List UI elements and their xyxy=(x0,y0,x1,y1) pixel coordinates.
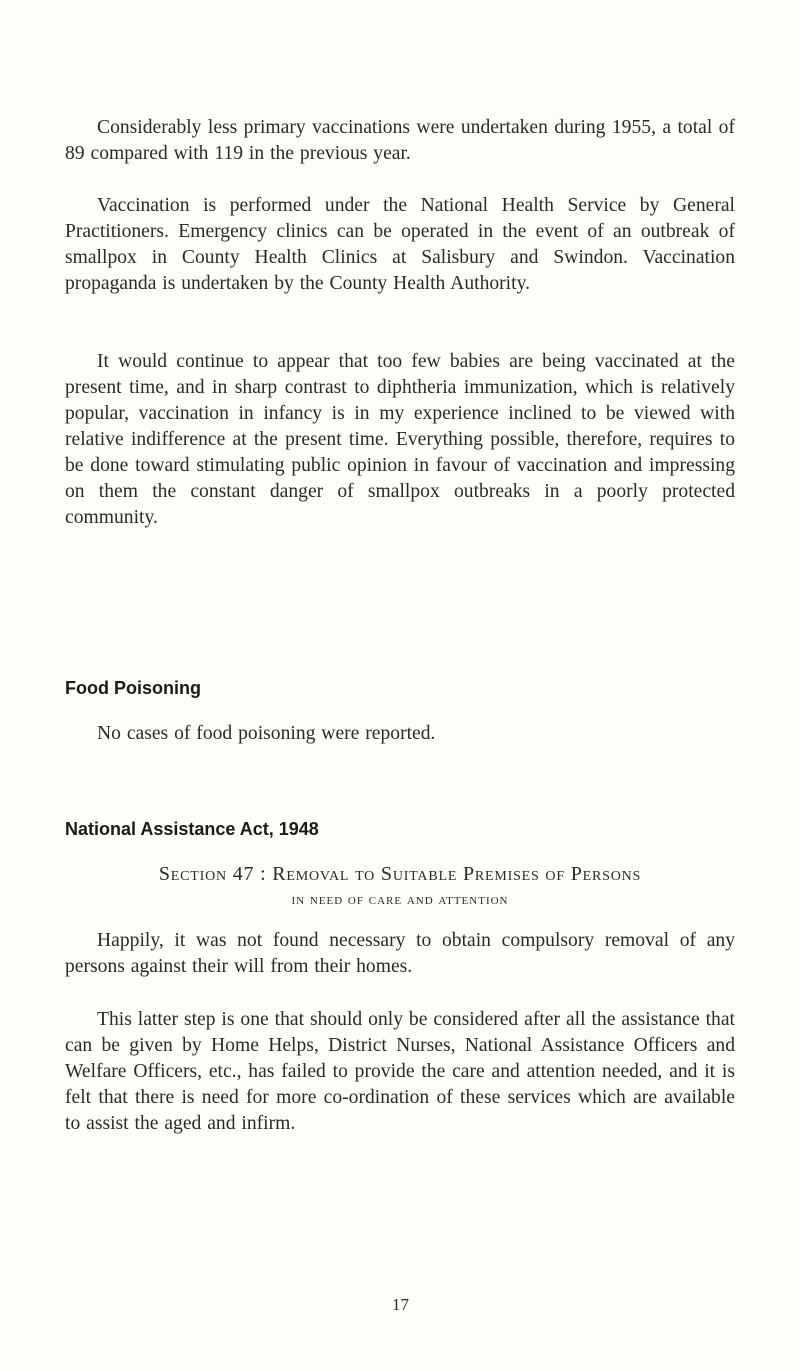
section-47-heading xyxy=(65,861,735,913)
section-47-title: Section 47 : Removal to Suitable Premises of Persons xyxy=(158,863,642,885)
paragraph-co-ordination: This latter step is one that should only be considered after all the assistance that can be given by Home Helps, District Nurses, National Assistance Officers and Welfare Officers, etc., has failed to provide the care and attention needed, and it is felt that there is need for more co-ordination of these services which are available to assist the aged and infirm. xyxy=(65,1009,735,1134)
paragraph-food-poisoning: No cases of food poisoning were reported. xyxy=(97,723,436,744)
page-number: 17 xyxy=(392,1295,409,1314)
paragraph-vaccination-opinion: It would continue to appear that too few babies are being vaccinated at the present time, and in sharp contrast to diphtheria immunization, which is relatively popular, vaccination in infancy is in my experience inclined to be viewed with relative indifference at the present time. Everything possible, therefore, requires to be done toward stimulating public opinion in favour of vaccination and impressing on them the constant danger of smallpox outbreaks in a poorly protected community. xyxy=(65,351,735,528)
heading-national-assistance-act: National Assistance Act, 1948 xyxy=(65,819,319,839)
heading-food-poisoning: Food Poisoning xyxy=(65,678,201,698)
paragraph-vaccination-service: Vaccination is performed under the National Health Service by General Practitioners. Emergency clinics can be operated in the event of an outbreak of smallpox in County Health Clinics at Salisbury and Swindon. Vaccination propaganda is undertaken by the County Health Authority. xyxy=(65,195,735,294)
section-47-subtitle: in need of care and attention xyxy=(291,892,509,908)
paragraph-vaccination-numbers: Considerably less primary vaccinations were undertaken during 1955, a total of 89 compared with 119 in the previous year. xyxy=(65,117,735,164)
paragraph-compulsory-removal: Happily, it was not found necessary to obtain compulsory removal of any persons against their will from their homes. xyxy=(65,930,735,977)
